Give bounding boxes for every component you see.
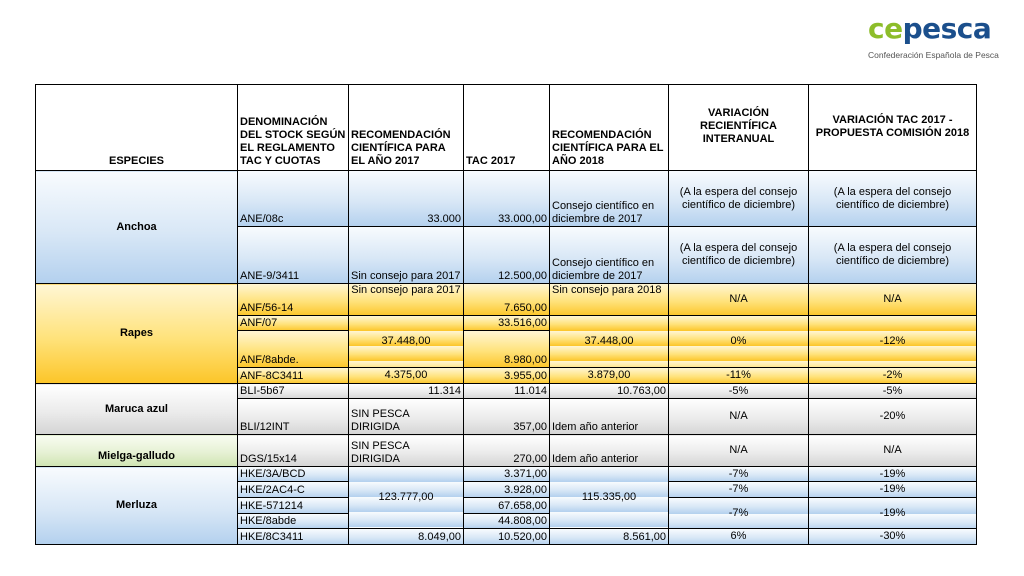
- tac2017-value: 12.500,00: [464, 227, 550, 284]
- variacion-tac-value: -2%: [809, 368, 977, 384]
- stock-code: HKE/2AC4-C: [238, 482, 349, 498]
- header-variacion-tac: VARIACIÓN TAC 2017 - PROPUESTA COMISIÓN 2018: [809, 85, 977, 171]
- variacion-value: N/A: [669, 435, 809, 467]
- stock-code: ANF-8C3411: [238, 368, 349, 384]
- header-row: [36, 85, 977, 171]
- stock-code: ANF/07: [238, 316, 349, 331]
- cepesca-logo: [868, 12, 999, 68]
- variacion-value: -7%: [669, 482, 809, 498]
- stock-code: DGS/15x14: [238, 435, 349, 467]
- header-rec2017: RECOMENDACIÓN CIENTÍFICA PARA EL AÑO 2017: [349, 85, 464, 171]
- rec2017-value: 37.448,00: [349, 316, 464, 368]
- tac2017-value: 3.955,00: [464, 368, 550, 384]
- stock-code: ANF/56-14: [238, 284, 349, 316]
- variacion-value: -11%: [669, 368, 809, 384]
- rec2018-value: 3.879,00: [550, 368, 669, 384]
- rec2018-value: Consejo científico en diciembre de 2017: [550, 171, 669, 227]
- stock-code: ANF/8abde.: [238, 331, 349, 368]
- rec2018-value: Idem año anterior: [550, 435, 669, 467]
- table-row: [36, 467, 977, 482]
- tac2017-value: 3.928,00: [464, 482, 550, 498]
- tac-stocks-table: [35, 84, 977, 545]
- species-rapes: Rapes: [36, 284, 238, 384]
- stock-code: BLI/12INT: [238, 399, 349, 435]
- rec2018-value: 37.448,00: [550, 316, 669, 368]
- rec2018-value: Consejo científico en diciembre de 2017: [550, 227, 669, 284]
- tac2017-value: 67.658,00: [464, 498, 550, 514]
- variacion-value: -5%: [669, 384, 809, 399]
- tac2017-value: 7.650,00: [464, 284, 550, 316]
- variacion-value: N/A: [669, 399, 809, 435]
- header-variacion: VARIACIÓN RECIENTÍFICA INTERANUAL: [669, 85, 809, 171]
- variacion-tac-value: -19%: [809, 467, 977, 482]
- table-row: [36, 284, 977, 316]
- species-mielga-galludo: Mielga-galludo: [36, 435, 238, 467]
- tac2017-value: 33.516,00: [464, 316, 550, 331]
- stock-code: ANE-9/3411: [238, 227, 349, 284]
- rec2017-value: Sin consejo para 2017: [349, 227, 464, 284]
- variacion-tac-value: -20%: [809, 399, 977, 435]
- species-merluza: Merluza: [36, 467, 238, 545]
- variacion-tac-value: -12%: [809, 316, 977, 368]
- variacion-value: N/A: [669, 284, 809, 316]
- header-denominacion: DENOMINACIÓN DEL STOCK SEGÚN EL REGLAMENTO TAC Y CUOTAS: [238, 85, 349, 171]
- logo-wordmark: cepesca: [868, 12, 992, 45]
- rec2018-value: Idem año anterior: [550, 399, 669, 435]
- tac2017-value: 357,00: [464, 399, 550, 435]
- rec2017-value: 8.049,00: [349, 529, 464, 545]
- rec2017-value: 11.314: [349, 384, 464, 399]
- header-rec2018: RECOMENDACIÓN CIENTÍFICA PARA EL AÑO 2018: [550, 85, 669, 171]
- variacion-tac-value: -19%: [809, 498, 977, 529]
- header-especies: ESPECIES: [36, 85, 238, 171]
- rec2017-value: SIN PESCA DIRIGIDA: [349, 399, 464, 435]
- variacion-tac-value: N/A: [809, 284, 977, 316]
- table-row: [36, 435, 977, 467]
- species-anchoa: Anchoa: [36, 171, 238, 284]
- stock-code: BLI-5b67: [238, 384, 349, 399]
- variacion-value: 0%: [669, 316, 809, 368]
- tac2017-value: 8.980,00: [464, 331, 550, 368]
- rec2017-value: 33.000: [349, 171, 464, 227]
- variacion-value: (A la espera del consejo científico de diciembre): [669, 227, 809, 284]
- variacion-value: (A la espera del consejo científico de diciembre): [669, 171, 809, 227]
- variacion-tac-value: -19%: [809, 482, 977, 498]
- stock-code: ANE/08c: [238, 171, 349, 227]
- variacion-value: -7%: [669, 498, 809, 529]
- variacion-tac-value: -5%: [809, 384, 977, 399]
- table-row: [36, 384, 977, 399]
- rec2017-value: 4.375,00: [349, 368, 464, 384]
- rec2017-value: SIN PESCA DIRIGIDA: [349, 435, 464, 467]
- tac2017-value: 44.808,00: [464, 514, 550, 529]
- species-maruca-azul: Maruca azul: [36, 384, 238, 435]
- variacion-tac-value: -30%: [809, 529, 977, 545]
- stock-code: HKE/8abde: [238, 514, 349, 529]
- tac2017-value: 11.014: [464, 384, 550, 399]
- tac2017-value: 33.000,00: [464, 171, 550, 227]
- rec2017-value: Sin consejo para 2017: [349, 284, 464, 316]
- rec2017-value: 123.777,00: [349, 467, 464, 529]
- variacion-tac-value: (A la espera del consejo científico de diciembre): [809, 227, 977, 284]
- table-row: [36, 171, 977, 227]
- logo-subtitle: Confederación Española de Pesca: [868, 50, 999, 60]
- variacion-tac-value: (A la espera del consejo científico de diciembre): [809, 171, 977, 227]
- variacion-value: 6%: [669, 529, 809, 545]
- rec2018-value: Sin consejo para 2018: [550, 284, 669, 316]
- rec2018-value: 115.335,00: [550, 467, 669, 529]
- variacion-tac-value: N/A: [809, 435, 977, 467]
- tac2017-value: 270,00: [464, 435, 550, 467]
- tac2017-value: 10.520,00: [464, 529, 550, 545]
- stock-code: HKE/8C3411: [238, 529, 349, 545]
- variacion-value: -7%: [669, 467, 809, 482]
- rec2018-value: 8.561,00: [550, 529, 669, 545]
- rec2018-value: 10.763,00: [550, 384, 669, 399]
- header-tac2017: TAC 2017: [464, 85, 550, 171]
- tac2017-value: 3.371,00: [464, 467, 550, 482]
- stock-code: HKE-571214: [238, 498, 349, 514]
- stock-code: HKE/3A/BCD: [238, 467, 349, 482]
